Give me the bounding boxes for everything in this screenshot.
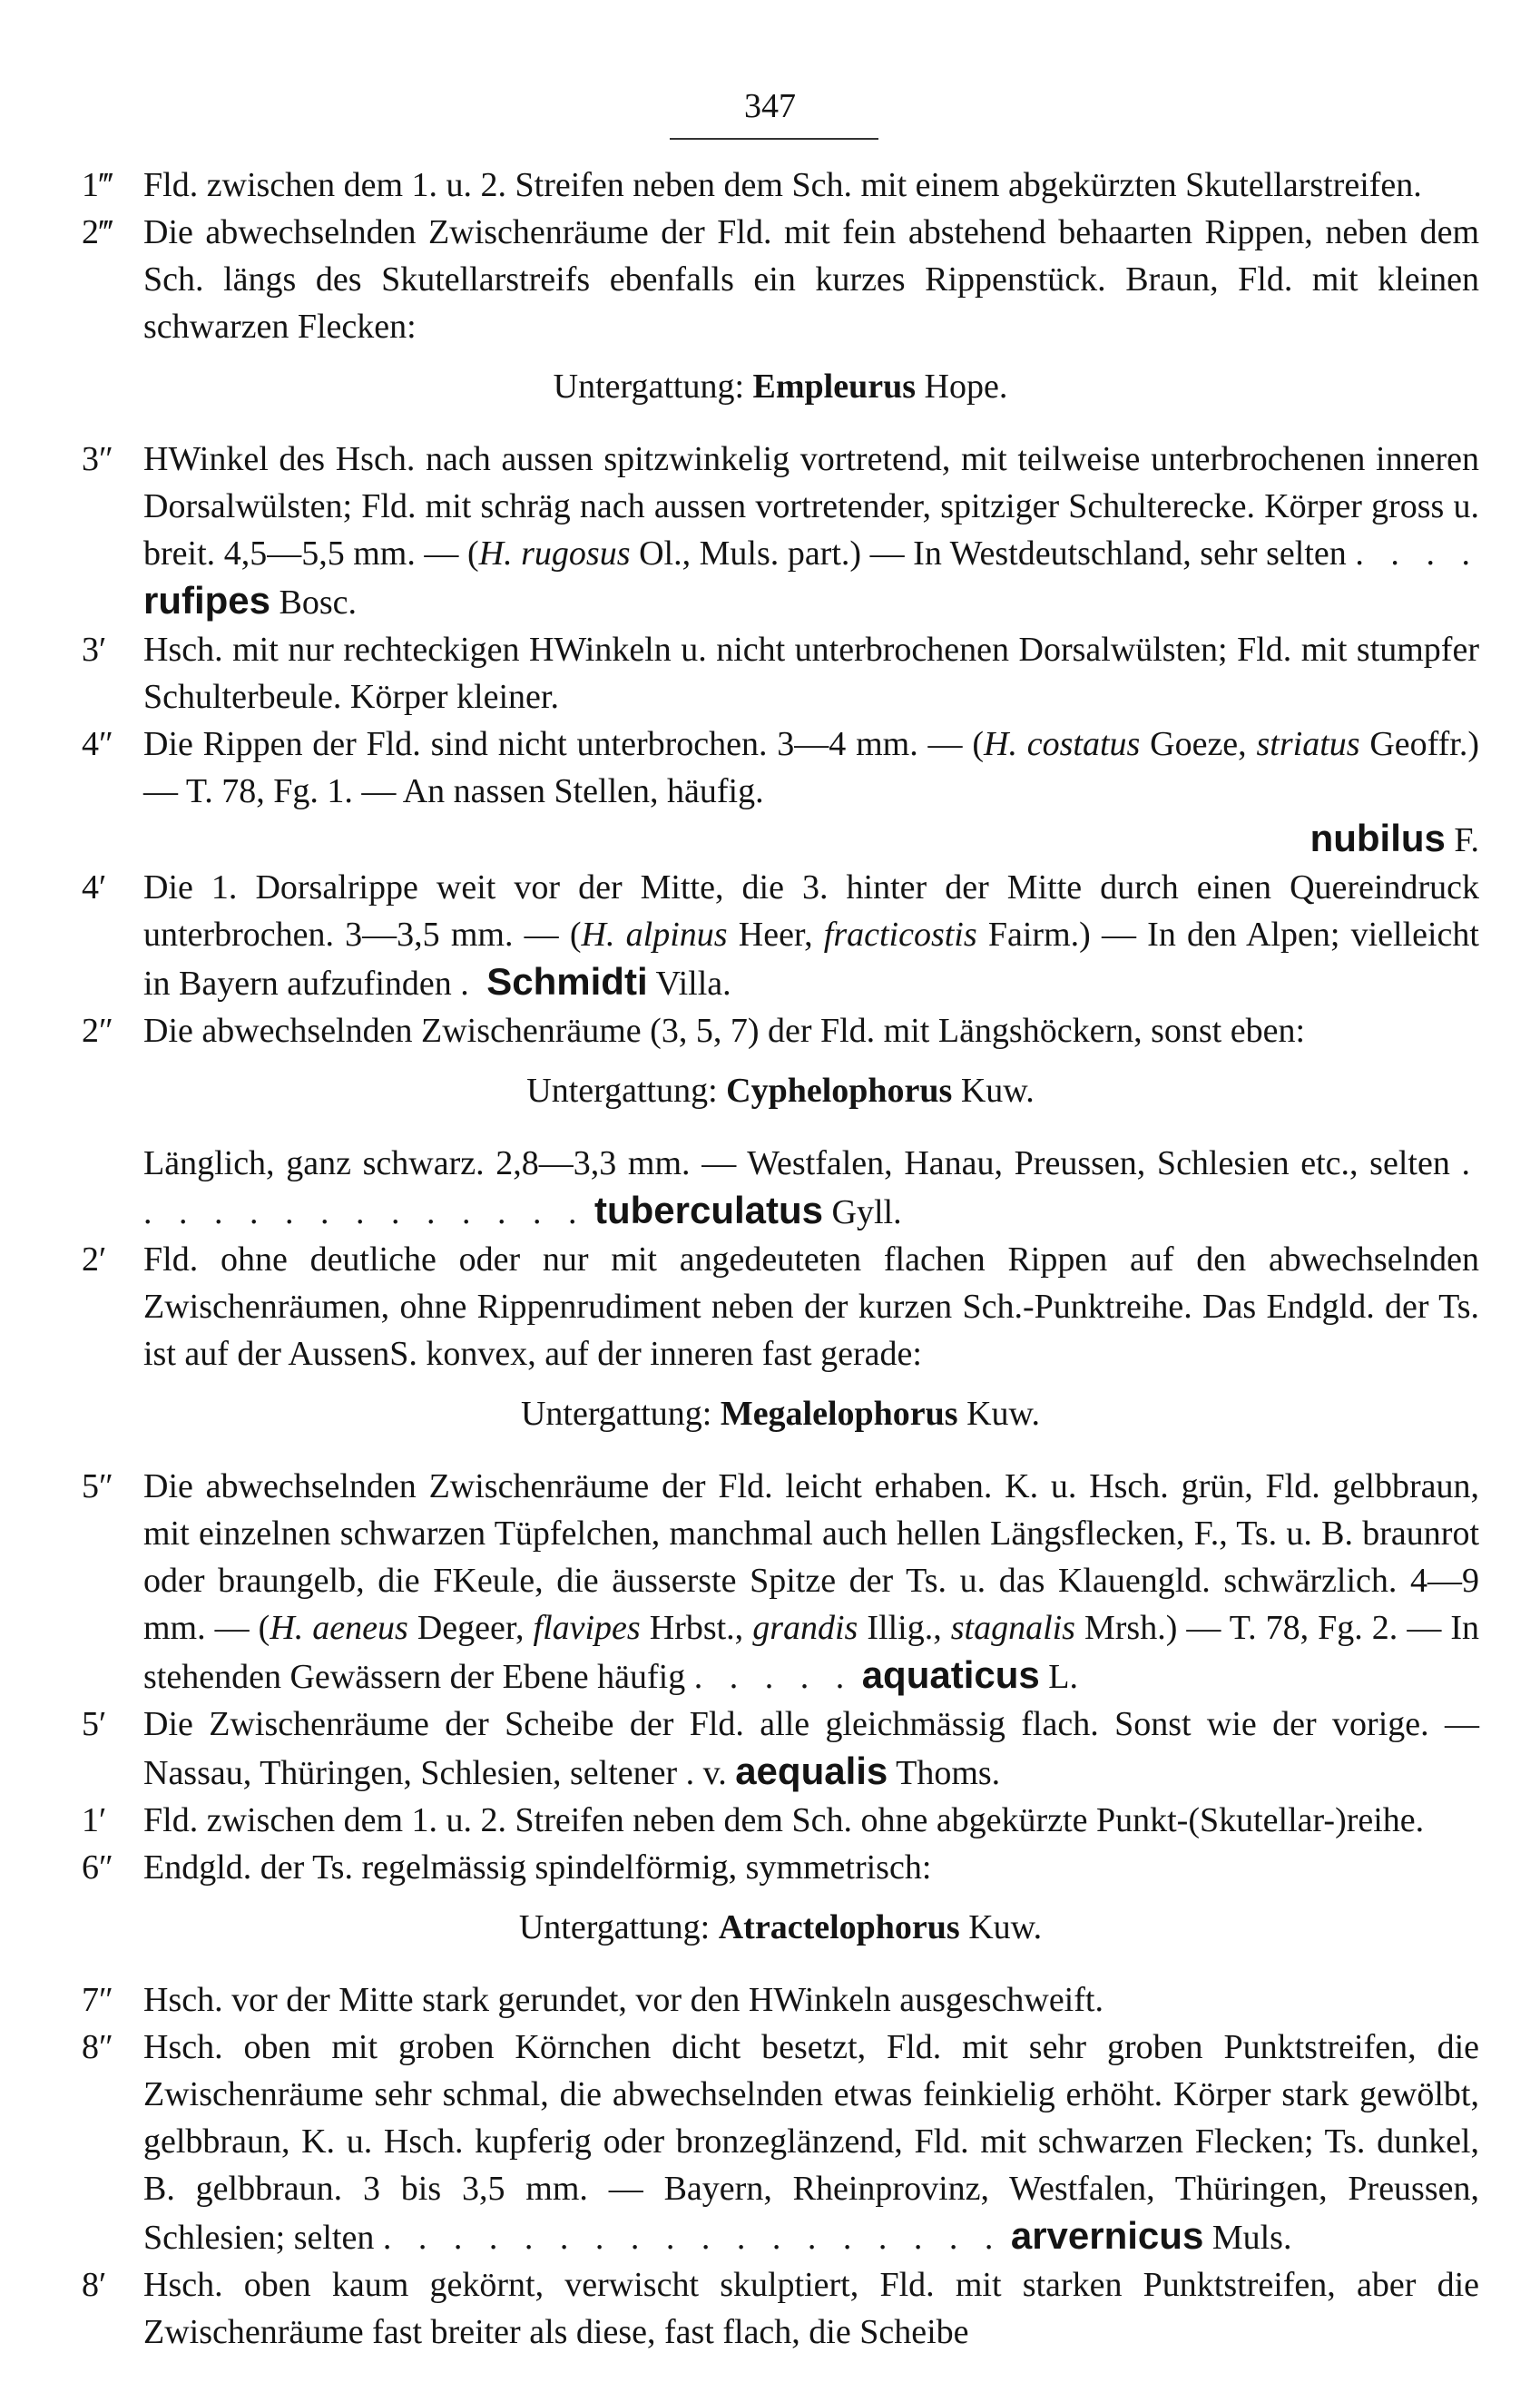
entry-text: Fld. zwischen dem 1. u. 2. Streifen neben dem Sch. ohne abgekürzte Punkt-(Skutellar-)reihe. bbox=[143, 1801, 1425, 1839]
entry-key: 6″ bbox=[82, 1848, 113, 1887]
synonym: grandis bbox=[752, 1609, 858, 1647]
leader-dots: . . . . . . . . . . . . . . . . . . bbox=[382, 2219, 1003, 2257]
leader-dots: . . . . . bbox=[693, 1658, 854, 1696]
species-name: aquaticus bbox=[861, 1653, 1040, 1696]
species-author: Gyll. bbox=[831, 1193, 902, 1231]
entry-text: Mrsh.) — T. 78, Fg. 2. — In stehenden Gewässern der Ebene häufig bbox=[143, 1609, 1479, 1696]
entry-text: Geoffr.) — T. 78, Fg. 1. — An nassen Stellen, häufig. bbox=[143, 725, 1479, 810]
entry-key: 4″ bbox=[82, 725, 113, 763]
key-entry bbox=[82, 1140, 1479, 1236]
entry-text: Fairm.) — In den Alpen; vielleicht in Bayern aufzufinden bbox=[143, 916, 1479, 1003]
entry-key: 5′ bbox=[82, 1705, 107, 1743]
entry-text: Hsch. vor der Mitte stark gerundet, vor den HWinkeln ausgeschweift. bbox=[143, 1981, 1104, 2019]
entry-key: 2‴ bbox=[82, 213, 113, 251]
species-name: aequalis bbox=[735, 1750, 888, 1792]
synonym: H. alpinus bbox=[581, 916, 728, 954]
entry-key: 2″ bbox=[82, 1012, 113, 1050]
synonym: stagnalis bbox=[950, 1609, 1075, 1647]
species-name: nubilus bbox=[1309, 817, 1446, 859]
key-entry bbox=[82, 626, 1479, 720]
subgenus-author: Kuw. bbox=[966, 1395, 1041, 1433]
entry-key: 3′ bbox=[82, 631, 107, 669]
subgenus-heading bbox=[82, 1390, 1479, 1437]
species-name: arvernicus bbox=[1010, 2214, 1204, 2257]
synonym: fracticostis bbox=[823, 916, 977, 954]
entry-text: Hsch. oben mit groben Körnchen dicht besetzt, Fld. mit sehr groben Punktstreifen, die Zwischenräume sehr schmal, die abwechselnden etwas feinkielig erhöht. Körper stark gewölbt, gelbbraun, K. u. Hsch. kupferig oder bronzeglänzend, Fld. mit schwarzen Flecken; Ts. dunkel, B. gelbbraun. 3 bis 3,5 mm. — Bayern, Rheinprovinz, Westfalen, Thüringen, Preussen, Schlesien; selten bbox=[143, 2028, 1479, 2257]
subgenus-name: Megalelophorus bbox=[720, 1395, 958, 1433]
key-entry bbox=[82, 864, 1479, 1007]
synonym: H. aeneus bbox=[270, 1609, 408, 1647]
entry-key: 1′ bbox=[82, 1801, 107, 1839]
key-entry bbox=[82, 1236, 1479, 1377]
key-entry bbox=[82, 1844, 1479, 1891]
entry-text: Die abwechselnden Zwischenräume (3, 5, 7) der Fld. mit Längshöckern, sonst eben: bbox=[143, 1012, 1306, 1050]
leader-dots: . . . . . . . . . . . . . . bbox=[143, 1144, 1479, 1231]
entry-key: 5″ bbox=[82, 1467, 113, 1505]
key-entry bbox=[82, 1463, 1479, 1701]
species-author: Villa. bbox=[655, 965, 731, 1003]
subgenus-name: Atractelophorus bbox=[718, 1908, 960, 1946]
leader-dots: . bbox=[460, 965, 478, 1003]
species-author: L. bbox=[1048, 1658, 1078, 1696]
species-name: Schmidti bbox=[486, 960, 648, 1003]
species-author: Muls. bbox=[1211, 2219, 1292, 2257]
key-entry bbox=[82, 436, 1479, 626]
entry-text: Die abwechselnden Zwischenräume der Fld. mit fein abstehend behaarten Rippen, neben dem Sch. längs des Skutellarstreifs ebenfalls ein kurzes Rippenstück. Braun, Fld. mit kleinen schwarzen Flecken: bbox=[143, 213, 1479, 346]
entry-text: Endgld. der Ts. regelmässig spindelförmig, symmetrisch: bbox=[143, 1848, 932, 1887]
entry-text: Fld. zwischen dem 1. u. 2. Streifen neben dem Sch. mit einem abgekürzten Skutellarstreifen. bbox=[143, 166, 1422, 204]
subgenus-label: Untergattung: bbox=[553, 368, 745, 406]
subgenus-heading bbox=[82, 1067, 1479, 1114]
entry-text: Hrbst., bbox=[640, 1609, 753, 1647]
species-name: tuberculatus bbox=[594, 1189, 824, 1231]
subgenus-name: Empleurus bbox=[752, 368, 917, 406]
subgenus-label: Untergattung: bbox=[518, 1908, 711, 1946]
entry-text: Degeer, bbox=[407, 1609, 534, 1647]
entry-text: Fld. ohne deutliche oder nur mit angedeuteten flachen Rippen auf den abwechselnden Zwischenräumen, ohne Rippenrudiment neben der kurzen Sch.-Punktreihe. Das Endgld. der Ts. ist auf der AussenS. konvex, auf der inneren fast gerade: bbox=[143, 1240, 1479, 1373]
entry-key: 8″ bbox=[82, 2028, 113, 2066]
entry-text: Ol., Muls. part.) — In Westdeutschland, sehr selten bbox=[630, 534, 1347, 573]
entry-key: 4′ bbox=[82, 868, 107, 907]
key-entry bbox=[82, 209, 1479, 350]
entry-text: HWinkel des Hsch. nach aussen spitzwinkelig vortretend, mit teilweise unterbrochenen inneren Dorsalwülsten; Fld. mit schräg nach aussen vortretender, spitziger Schulterecke. Körper gross u. breit. 4,5—5,5 mm. — ( bbox=[143, 440, 1479, 573]
key-entry bbox=[82, 1976, 1479, 2024]
entry-text: Die Rippen der Fld. sind nicht unterbrochen. 3—4 mm. — ( bbox=[143, 725, 985, 763]
entry-text: Die 1. Dorsalrippe weit vor der Mitte, die 3. hinter der Mitte durch einen Quereindruck unterbrochen. 3—3,5 mm. — ( bbox=[143, 868, 1479, 954]
subgenus-label: Untergattung: bbox=[526, 1072, 718, 1110]
entry-key: 3″ bbox=[82, 440, 113, 478]
entry-text: Die Zwischenräume der Scheibe der Fld. alle gleichmässig flach. Sonst wie der vorige. — Nassau, Thüringen, Schlesien, seltener bbox=[143, 1705, 1479, 1792]
entry-text: Hsch. oben kaum gekörnt, verwischt skulptiert, Fld. mit starken Punktstreifen, aber die Zwischenräume fast breiter als diese, fast flach, die Scheibe bbox=[143, 2266, 1479, 2351]
subgenus-author: Kuw. bbox=[960, 1072, 1035, 1110]
entry-key: 7″ bbox=[82, 1981, 113, 2019]
page-number: 347 bbox=[744, 87, 796, 125]
entry-key: 2′ bbox=[82, 1240, 107, 1279]
species-author: Thoms. bbox=[896, 1754, 1001, 1792]
subgenus-label: Untergattung: bbox=[520, 1395, 712, 1433]
entry-text: Die abwechselnden Zwischenräume der Fld. leicht erhaben. K. u. Hsch. grün, Fld. gelbbraun, mit einzelnen schwarzen Tüpfelchen, manchmal auch hellen Längsflecken, F., Ts. u. B. braunrot oder braungelb, die FKeule, die äusserste Spitze der Ts. u. das Klauengld. schwärzlich. 4—9 mm. — ( bbox=[143, 1467, 1479, 1647]
species-line bbox=[143, 815, 1479, 864]
synonym: striatus bbox=[1256, 725, 1360, 763]
subgenus-author: Hope. bbox=[924, 368, 1008, 406]
subgenus-heading bbox=[82, 1904, 1479, 1951]
entry-text: Goeze, bbox=[1140, 725, 1257, 763]
key-entry bbox=[82, 2261, 1479, 2356]
key-entry bbox=[82, 162, 1479, 209]
entry-text: Länglich, ganz schwarz. 2,8—3,3 mm. — Westfalen, Hanau, Preussen, Schlesien etc., selten bbox=[143, 1144, 1450, 1182]
entry-text: Hsch. mit nur rechteckigen HWinkeln u. nicht unterbrochenen Dorsalwülsten; Fld. mit stumpfer Schulterbeule. Körper kleiner. bbox=[143, 631, 1479, 716]
key-entry bbox=[82, 1797, 1479, 1844]
leader-dots: . . . . bbox=[1355, 534, 1480, 573]
species-author: Bosc. bbox=[279, 583, 358, 622]
key-entry bbox=[82, 1701, 1479, 1797]
subgenus-heading bbox=[82, 363, 1479, 410]
subgenus-name: Cyphelophorus bbox=[726, 1072, 953, 1110]
species-name: rufipes bbox=[143, 579, 271, 622]
entry-text: Heer, bbox=[727, 916, 824, 954]
entry-text: Illig., bbox=[858, 1609, 951, 1647]
entry-key: 8′ bbox=[82, 2266, 107, 2304]
leader-dots: . v. bbox=[685, 1754, 727, 1792]
synonym: flavipes bbox=[533, 1609, 641, 1647]
synonym: H. rugosus bbox=[478, 534, 631, 573]
header-rule bbox=[670, 138, 878, 140]
subgenus-author: Kuw. bbox=[968, 1908, 1043, 1946]
key-entry bbox=[82, 1007, 1479, 1054]
key-entry bbox=[82, 2024, 1479, 2261]
entry-key: 1‴ bbox=[82, 166, 113, 204]
synonym: H. costatus bbox=[984, 725, 1141, 763]
text-body bbox=[82, 162, 1479, 2356]
key-entry bbox=[82, 720, 1479, 864]
species-author: F. bbox=[1454, 821, 1479, 859]
